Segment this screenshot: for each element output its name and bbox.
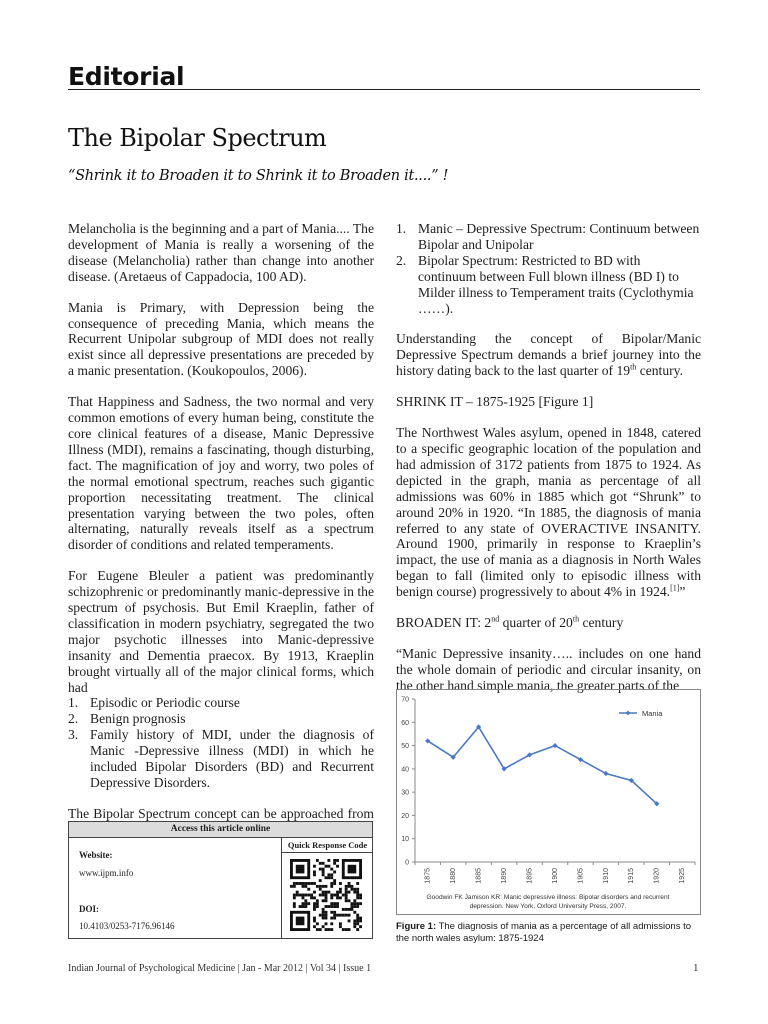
y-tick-label: 70 (401, 696, 409, 704)
section-heading: SHRINK IT – 1875-1925 [Figure 1] (396, 394, 594, 410)
section-heading: BROADEN IT: 2nd quarter of 20th century (396, 614, 624, 631)
website-link[interactable]: www.ijpm.info (79, 868, 134, 878)
qr-label: Quick Response Code (282, 838, 373, 853)
paragraph: Mania is Primary, with Depression being the consequence of preceding Mania, which means the Recurrent Unipolar subgroup of MDI does not really exist since all depressive presentations are preceded by a manic presentation. (Koukopoulos, 2006). (68, 299, 374, 379)
x-tick-label: 1890 (500, 868, 508, 884)
list-item: 1. Episodic or Periodic course (68, 695, 240, 711)
access-box-info (69, 838, 282, 938)
paragraph: For Eugene Bleuler a patient was predominantly schizophrenic or predominantly manic-depressive in the spectrum of psychosis. But Emil Kraeplin, father of classification in modern psychiatry, segregated the two major psychotic illnesses into Manic-depressive insanity and Dementia praecox. By 1913, Kraeplin brought virtually all of the major clinical forms, which had (68, 568, 374, 695)
line-chart (397, 690, 700, 914)
section-divider (68, 89, 700, 90)
y-tick-label: 30 (401, 789, 409, 797)
paragraph: “Manic Depressive insanity….. includes on one hand the whole domain of periodic and circular insanity, on the other hand simple mania, the greater parts of the (396, 645, 701, 693)
access-box-header: Access this article online (69, 822, 372, 838)
legend-label: Mania (642, 709, 663, 718)
list-item: 2. Bipolar Spectrum: Restricted to BD with continuum between Full blown illness (BD I) to Milder illness to Temperament traits (Cyclothymia ……). (396, 252, 694, 316)
figure-1-chart (396, 689, 701, 915)
paragraph: Melancholia is the beginning and a part of Mania.... The development of Mania is really a worsening of the disease (Melancholia) rather than change into another disease. (Aretaeus of Cappadocia, 100 AD). (68, 221, 374, 284)
page-number: 1 (693, 962, 699, 974)
article-subtitle: “Shrink it to Broaden it to Shrink it to Broaden it....” ! (68, 168, 449, 184)
paragraph: That Happiness and Sadness, the two normal and very common emotions of every human being, constitute the core clinical features of a disease, Manic Depressive Illness (MDI), remains a fascinating, though disturbing, fact. The magnification of joy and worry, two poles of the normal emotional spectrum, reaches such gigantic proportion necessitating treatment. The clinical presentation varying between the two poles, often alternating, naturally reveals itself as a spectrum disorder of conditions and related temperaments. (68, 394, 374, 553)
criteria-list (68, 695, 374, 790)
article-title: The Bipolar Spectrum (68, 124, 327, 152)
x-tick-label: 1885 (475, 868, 483, 884)
y-tick-label: 10 (401, 836, 409, 844)
legend-marker (626, 711, 631, 716)
x-tick-label: 1925 (679, 868, 687, 884)
x-tick-label: 1880 (450, 868, 458, 884)
series-line-mania (428, 727, 657, 804)
y-tick-label: 60 (401, 719, 409, 727)
paragraph: The Bipolar Spectrum concept can be approached from (68, 805, 374, 821)
x-tick-label: 1920 (653, 868, 661, 884)
doi-label: DOI: (79, 904, 99, 914)
y-tick-label: 40 (401, 766, 409, 774)
y-tick-label: 0 (405, 859, 409, 867)
x-tick-label: 1895 (526, 868, 534, 884)
y-tick-label: 50 (401, 743, 409, 751)
left-column (68, 221, 374, 838)
qr-panel (282, 838, 373, 938)
section-label: Editorial (68, 62, 185, 91)
approach-list (396, 221, 701, 316)
figure-caption: Figure 1: The diagnosis of mania as a percentage of all admissions to the north wales asylum: 1875-1924 (396, 921, 692, 944)
list-item: 3. Family history of MDI, under the diagnosis of Manic -Depressive illness (MDI) in which he included Bipolar Disorders (BD) and Recurrent Depressive Disorders. (68, 727, 374, 790)
x-tick-label: 1905 (577, 868, 585, 884)
website-label: Website: (79, 850, 113, 860)
right-column (396, 221, 701, 694)
qr-code-image (290, 859, 362, 931)
x-tick-label: 1910 (602, 868, 610, 884)
chart-source-line: depression. New York, Oxford University Press, 2007. (469, 903, 627, 910)
paragraph: The Northwest Wales asylum, opened in 1848, catered to a specific geographic location of the population and had admission of 3172 patients from 1875 to 1924. As depicted in the graph, mania as percentage of all admissions was 60% in 1885 which got “Shrunk” to around 20% in 1920. “In 1885, the diagnosis of mania referred to any state of OVERACTIVE INSANITY. Around 1900, primarily in response to Kraeplin’s impact, the use of mania as a diagnosis in North Wales began to fall (limited only to episodic illness with benign course) progressively to about 4% in 1924.[1]” (396, 425, 701, 600)
y-tick-label: 20 (401, 812, 409, 820)
x-tick-label: 1900 (551, 868, 559, 884)
list-item: 1. Manic – Depressive Spectrum: Continuum between Bipolar and Unipolar (396, 221, 700, 252)
list-item: 2. Benign prognosis (68, 711, 186, 727)
chart-source-line: Goodwin FK Jamison KR: Manic depressive illness: Bipolar disorders and recurrent (426, 894, 670, 901)
access-online-box (68, 821, 373, 939)
x-tick-label: 1875 (424, 868, 432, 884)
footer-journal: Indian Journal of Psychological Medicine | Jan - Mar 2012 | Vol 34 | Issue 1 (68, 963, 372, 974)
x-tick-label: 1915 (628, 868, 636, 884)
doi-value: 10.4103/0253-7176.96146 (79, 921, 175, 931)
paragraph: Understanding the concept of Bipolar/Manic Depressive Spectrum demands a brief journey into the history dating back to the last quarter of 19th century. (396, 331, 701, 379)
